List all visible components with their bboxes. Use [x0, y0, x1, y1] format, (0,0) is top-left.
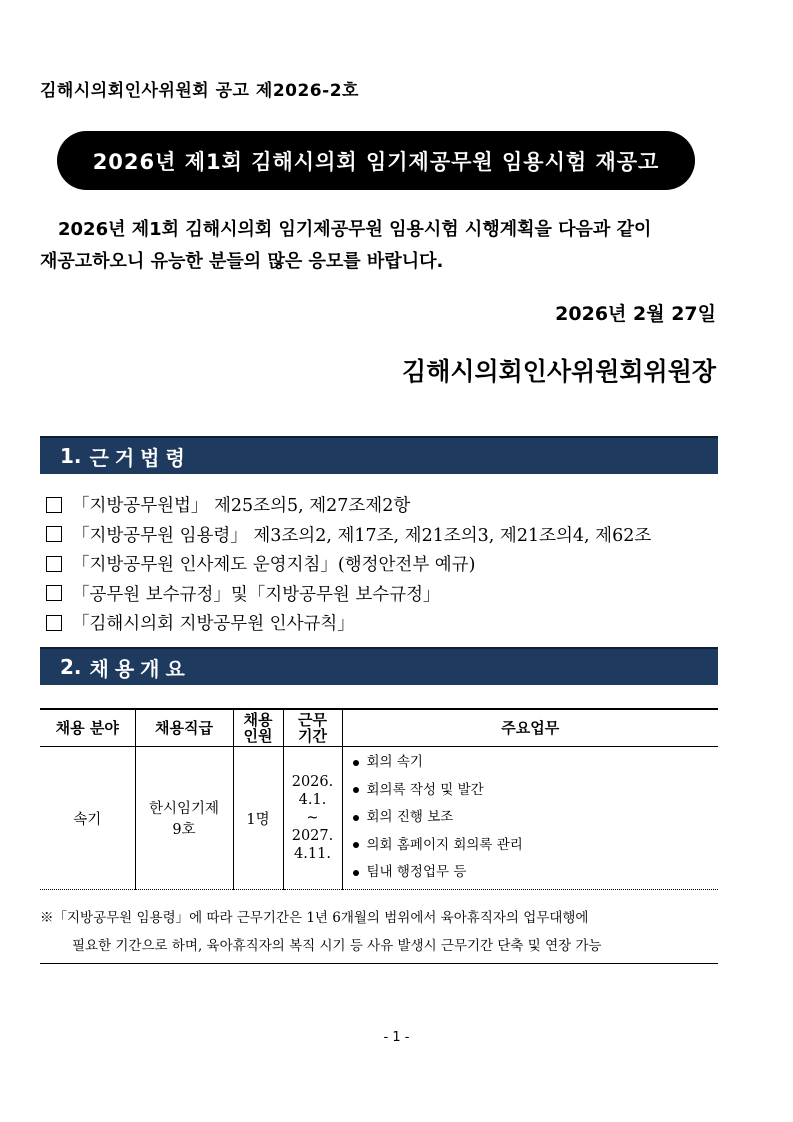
section-2-header	[40, 647, 718, 685]
period-separator: ~	[306, 810, 319, 826]
duty-item	[353, 777, 719, 805]
law-item	[46, 608, 736, 638]
law-item	[46, 579, 736, 609]
notice-date: 2026년 2월 27일	[555, 303, 716, 325]
law-item	[46, 549, 736, 579]
intro-line-1: 2026년 제1회 김해시의회 임기제공무원 임용시험 시행계획을 다음과 같이	[58, 219, 652, 240]
section-1-title: 근거법령	[89, 445, 191, 470]
intro-line-2: 재공고하오니 유능한 분들의 많은 응모를 바랍니다.	[40, 251, 444, 272]
law-item	[46, 520, 736, 550]
cell-grade-line-2: 9호	[172, 822, 196, 838]
header-duties: 주요업무	[342, 709, 718, 747]
duty-item	[353, 749, 719, 777]
bullet-icon	[353, 760, 359, 766]
law-text: 「김해시의회 지방공무원 인사규칙」	[72, 614, 355, 635]
header-period-line-1: 근무	[298, 711, 327, 729]
cell-count: 1명	[233, 747, 283, 890]
period-end-year: 2027.	[291, 828, 334, 844]
section-1-header	[40, 436, 718, 474]
duty-text: 회의 진행 보조	[366, 809, 454, 826]
checkbox-icon	[46, 497, 62, 513]
bullet-icon	[353, 787, 359, 793]
header-count	[233, 709, 283, 747]
notice-title	[57, 131, 695, 190]
checkbox-icon	[46, 585, 62, 601]
checkbox-icon	[46, 526, 62, 542]
period-end-date: 4.11.	[294, 846, 331, 862]
duty-item	[353, 804, 719, 832]
section-1-number: 1.	[60, 444, 82, 468]
header-field: 채용 분야	[40, 709, 135, 747]
checkbox-icon	[46, 556, 62, 572]
checkbox-icon	[46, 615, 62, 631]
duty-text: 의회 홈페이지 회의록 관리	[366, 836, 523, 853]
header-grade: 채용직급	[135, 709, 233, 747]
table-row	[40, 747, 718, 890]
section-2-number: 2.	[60, 655, 82, 679]
cell-grade	[135, 747, 233, 890]
law-list	[46, 490, 736, 638]
issuer-name: 김해시의회인사위원회위원장	[402, 357, 716, 386]
law-text: 「공무원 보수규정」및「지방공무원 보수규정」	[72, 584, 441, 605]
notice-title-text: 2026년 제1회 김해시의회 임기제공무원 임용시험 재공고	[92, 149, 660, 174]
duty-text: 팀내 행정업무 등	[366, 864, 467, 881]
recruitment-table	[40, 708, 718, 890]
law-text: 「지방공무원 임용령」 제3조의2, 제17조, 제21조의3, 제21조의4, 제62조	[72, 525, 652, 546]
period-start-date: 4.1.	[298, 792, 327, 808]
duty-item	[353, 859, 719, 887]
table-footnote	[40, 904, 720, 960]
section-2-title: 채용개요	[89, 656, 191, 681]
notice-number: 김해시의회인사위원회 공고 제2026-2호	[40, 81, 359, 101]
cell-duties	[342, 747, 718, 890]
header-period-line-2: 기간	[298, 727, 327, 745]
page-number: - 1 -	[383, 1030, 410, 1045]
law-text: 「지방공무원 인사제도 운영지침」(행정안전부 예규)	[72, 555, 476, 576]
cell-field: 속기	[40, 747, 135, 890]
bullet-icon	[353, 815, 359, 821]
intro-paragraph	[40, 214, 720, 278]
duty-item	[353, 832, 719, 860]
law-text: 「지방공무원법」 제25조의5, 제27조제2항	[72, 496, 411, 517]
footnote-line-2: 필요한 기간으로 하며, 육아휴직자의 복직 시기 등 사유 발생시 근무기간 단축 및 연장 가능	[72, 938, 602, 954]
footnote-line-1: ※「지방공무원 임용령」에 따라 근무기간은 1년 6개월의 범위에서 육아휴직자의 업무대행에	[40, 910, 589, 926]
footnote-divider	[40, 963, 718, 964]
bullet-icon	[353, 870, 359, 876]
bullet-icon	[353, 842, 359, 848]
header-count-line-1: 채용	[243, 711, 273, 729]
header-period	[283, 709, 342, 747]
duty-text: 회의록 작성 및 발간	[366, 781, 484, 798]
cell-period	[283, 747, 342, 890]
duty-text: 회의 속기	[366, 754, 423, 771]
law-item	[46, 490, 736, 520]
period-start-year: 2026.	[291, 774, 334, 790]
cell-grade-line-1: 한시임기제	[148, 801, 220, 817]
table-header-row	[40, 709, 718, 747]
header-count-line-2: 인원	[243, 727, 273, 745]
